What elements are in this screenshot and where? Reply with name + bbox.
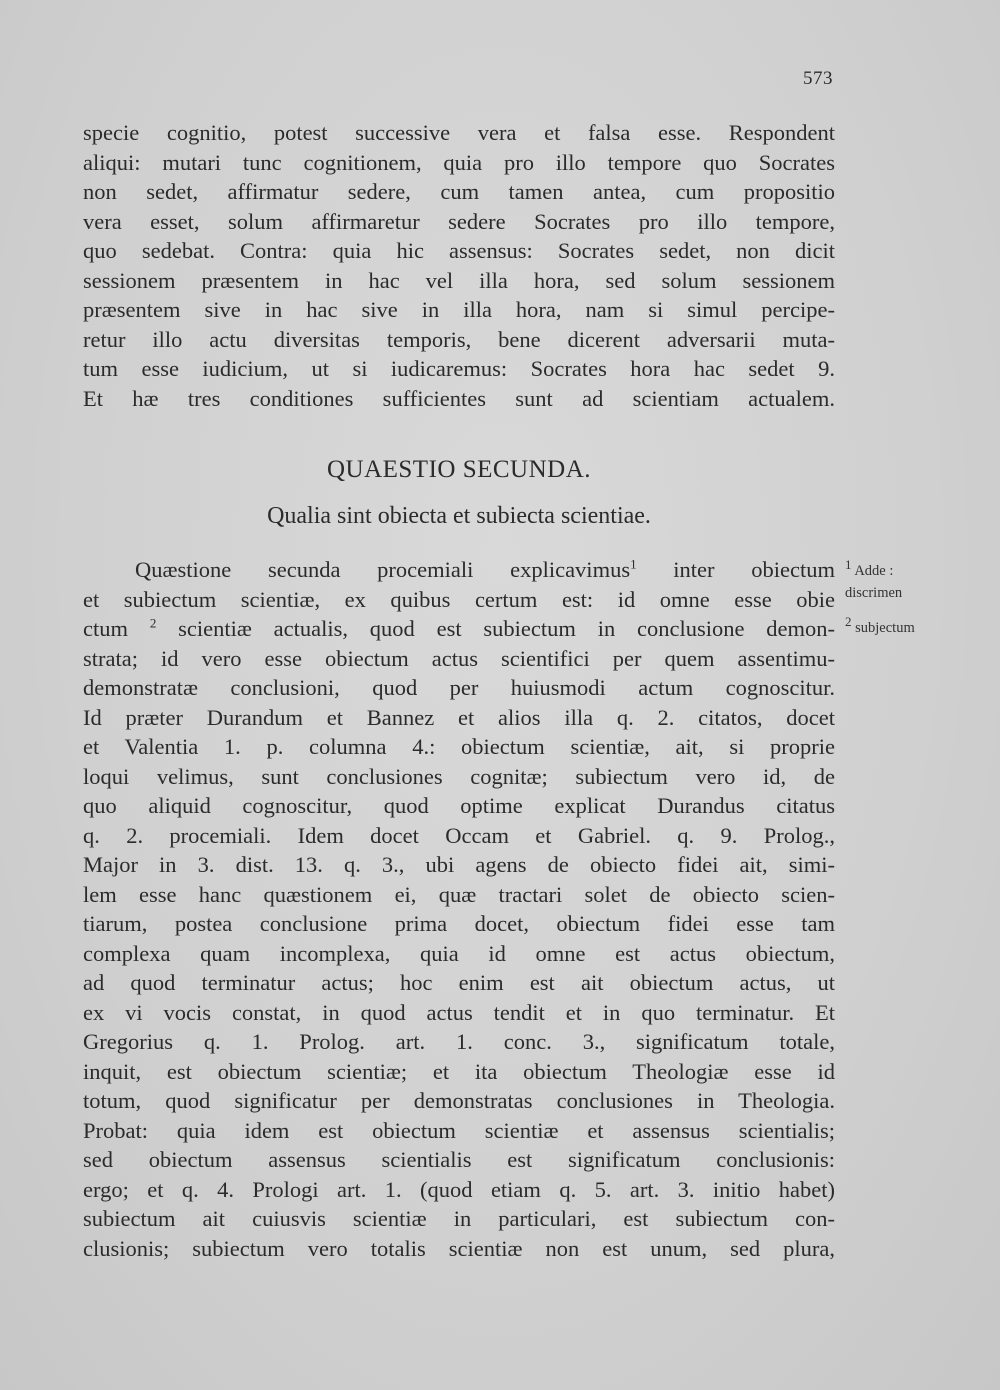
margin-note-text: discrimen <box>845 585 903 601</box>
text-line: retur illo actu diversitas temporis, bene dicerent adversarii muta- <box>83 326 835 352</box>
text-line: sessionem præsentem in hac vel illa hora, sed solum sessionem <box>83 267 835 293</box>
page-number: 573 <box>803 68 833 89</box>
text-line: q. 2. procemiali. Idem docet Occam et Gabriel. q. 9. Prolog., <box>83 822 835 848</box>
text-line: vera esset, solum affirmaretur sedere Socrates pro illo tempore, <box>83 208 835 234</box>
margin-note-text: Adde : <box>854 563 894 579</box>
text-line <box>83 614 835 644</box>
question-subtitle: Qualia sint obiecta et subiecta scientiae. <box>267 503 651 529</box>
text-segment: Quæstione secunda procemiali explicavimus <box>135 557 631 582</box>
text-line: clusionis; subiectum vero totalis scientiæ non est unum, sed plura, <box>83 1235 835 1261</box>
text-segment: inter obiectum <box>636 557 835 582</box>
text-line: Gregorius q. 1. Prolog. art. 1. conc. 3., significatum totale, <box>83 1029 835 1054</box>
text-line: non sedet, affirmatur sedere, cum tamen antea, cum propositio <box>83 179 835 204</box>
text-line-first <box>83 555 835 585</box>
text-line: demonstratæ conclusioni, quod per huiusmodi actum cognoscitur. <box>83 675 835 700</box>
margin-note-number: 1 <box>845 557 852 573</box>
text-line: complexa quam incomplexa, quia id omne est actus obiectum, <box>83 940 835 966</box>
text-line: ergo; et q. 4. Prologi art. 1. (quod etiam q. 5. art. 3. initio habet) <box>83 1176 835 1202</box>
text-line: specie cognitio, potest successive vera et falsa esse. Respondent <box>83 120 835 145</box>
text-line: loqui velimus, sunt conclusiones cognitæ; subiectum vero id, de <box>83 763 835 789</box>
text-segment: scientiæ actualis, quod est subiectum in conclusione demon- <box>156 616 836 641</box>
text-line: subiectum ait cuiusvis scientiæ in particulari, est subiectum con- <box>83 1206 835 1231</box>
footnote-marker-1: 1 <box>630 556 637 572</box>
text-line: Et hæ tres conditiones sufficientes sunt ad scientiam actualem. <box>83 385 835 411</box>
text-line: Id præter Durandum et Bannez et alios illa q. 2. citatos, docet <box>83 704 835 730</box>
text-line: sed obiectum assensus scientialis est significatum conclusionis: <box>83 1147 835 1172</box>
text-line: aliqui: mutari tunc cognitionem, quia pro illo tempore quo Socrates <box>83 149 835 175</box>
text-line: strata; id vero esse obiectum actus scientifici per quem assentimu- <box>83 645 835 671</box>
footnote-marker-2: 2 <box>149 615 157 631</box>
text-line: quo aliquid cognoscitur, quod optime explicat Durandus citatus <box>83 793 835 818</box>
text-line: tum esse iudicium, ut si iudicaremus: Socrates hora hac sedet 9. <box>83 356 835 381</box>
margin-note-1 <box>845 557 985 604</box>
text-line: totum, quod significatur per demonstratas conclusiones in Theologia. <box>83 1088 835 1113</box>
text-line: præsentem sive in hac sive in illa hora, nam si simul percipe- <box>83 297 835 322</box>
text-line: inquit, est obiectum scientiæ; et ita obiectum Theologiæ esse id <box>83 1058 835 1084</box>
text-line: ad quod terminatur actus; hoc enim est ait obiectum actus, ut <box>83 970 835 995</box>
text-line: ex vi vocis constat, in quod actus tendit et in quo terminatur. Et <box>83 999 835 1025</box>
paragraph-main <box>83 555 835 1263</box>
text-line: Major in 3. dist. 13. q. 3., ubi agens de obiecto fidei ait, simi- <box>83 852 835 877</box>
text-line: tiarum, postea conclusione prima docet, obiectum fidei esse tam <box>83 911 835 936</box>
text-line: lem esse hanc quæstionem ei, quæ tractari solet de obiecto scien- <box>83 881 835 907</box>
text-segment: ctum <box>83 616 128 641</box>
paragraph-continued <box>83 118 835 413</box>
margin-note-2 <box>845 614 985 639</box>
text-line: Probat: quia idem est obiectum scientiæ et assensus scientialis; <box>83 1117 835 1143</box>
text-line: et Valentia 1. p. columna 4.: obiectum scientiæ, ait, si proprie <box>83 734 835 759</box>
margin-note-number: 2 <box>845 614 852 630</box>
text-line: et subiectum scientiæ, ex quibus certum est: id omne esse obie <box>83 586 835 612</box>
text-line: quo sedebat. Contra: quia hic assensus: Socrates sedet, non dicit <box>83 238 835 263</box>
question-title: QUAESTIO SECUNDA. <box>326 456 592 483</box>
margin-note-text: subjectum <box>855 620 915 636</box>
